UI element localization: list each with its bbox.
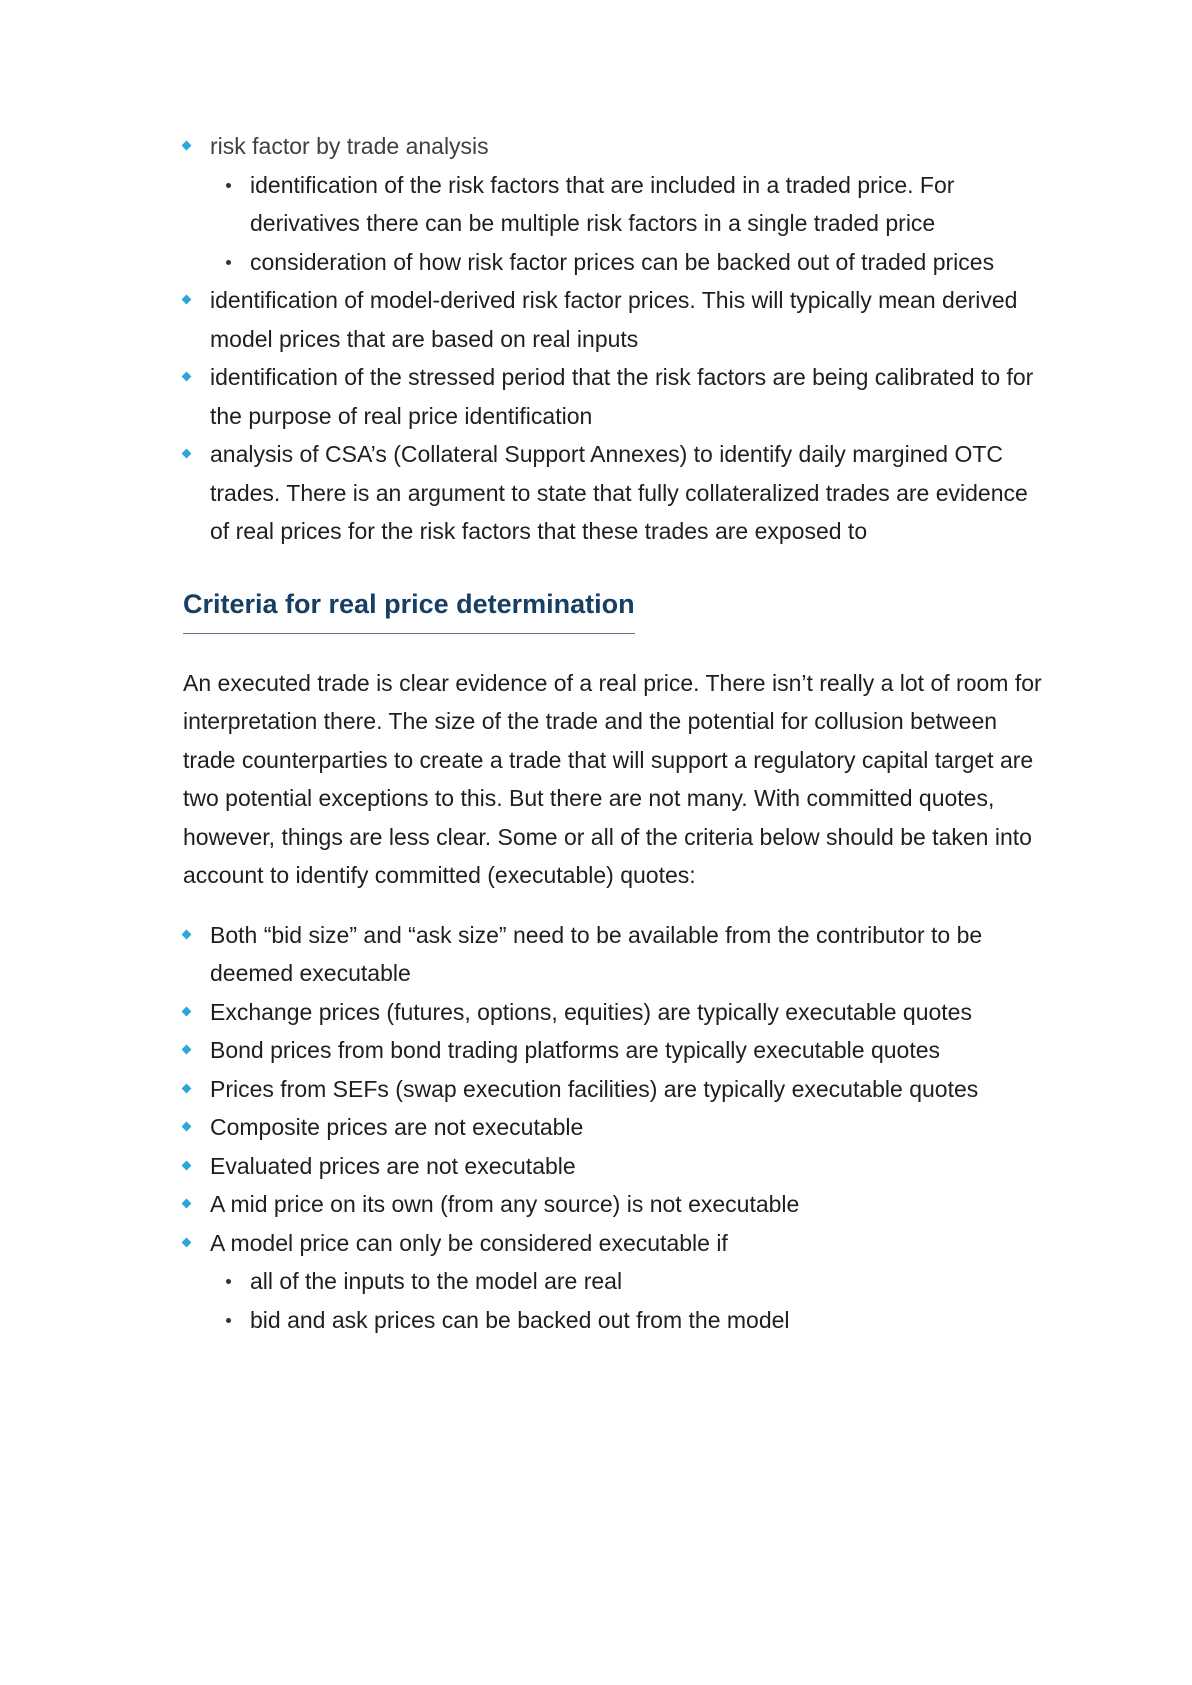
diamond-bullet-icon: [182, 295, 192, 305]
list-item: [183, 1108, 1043, 1147]
list-item: [183, 916, 1043, 993]
sub-list: [210, 166, 1043, 282]
dot-bullet-icon: [226, 1279, 231, 1284]
list-item: [183, 993, 1043, 1032]
sub-list-item-text: bid and ask prices can be backed out from the model: [250, 1306, 790, 1333]
list-item-text: Composite prices are not executable: [210, 1114, 584, 1140]
list-item-text: Evaluated prices are not executable: [210, 1152, 576, 1179]
list-item-text: Both “bid size” and “ask size” need to be available from the contributor to be deemed executable: [210, 921, 983, 986]
list-item-text: identification of model-derived risk factor prices. This will typically mean derived model prices that are based on real inputs: [210, 287, 1018, 352]
diamond-bullet-icon: [182, 372, 192, 382]
list-item: [183, 1185, 1043, 1224]
dot-bullet-icon: [226, 260, 231, 265]
diamond-bullet-icon: [182, 1083, 192, 1093]
list-item: [183, 281, 1043, 358]
list-item: [183, 435, 1043, 551]
page-content: [183, 127, 1043, 1339]
diamond-bullet-icon: [182, 1237, 192, 1247]
list-item: [183, 127, 1043, 281]
sub-list-item: [210, 1301, 1043, 1340]
section-heading-wrapper: [183, 586, 1043, 634]
list-item-text: identification of the stressed period that the risk factors are being calibrated to for the purpose of real price identification: [210, 364, 1034, 429]
diamond-bullet-icon: [182, 1122, 192, 1132]
risk-factor-analysis-list: [183, 127, 1043, 551]
list-item-text: analysis of CSA’s (Collateral Support Annexes) to identify daily margined OTC trades. There is an argument to state that fully collateralized trades are evidence of real prices for the risk factors that these trades are exposed to: [210, 441, 1028, 544]
diamond-bullet-icon: [182, 1160, 192, 1170]
sub-list-item: [210, 1262, 1043, 1301]
diamond-bullet-icon: [182, 1199, 192, 1209]
sub-list-item: [210, 166, 1043, 243]
body-paragraph: An executed trade is clear evidence of a real price. There isn’t really a lot of room for interpretation there. The size of the trade and the potential for collusion between trade counterparties to create a trade that will support a regulatory capital target are two potential exceptions to this. But there are not many. With committed quotes, however, things are less clear. Some or all of the criteria below should be taken into account to identify committed (executable) quotes:: [183, 669, 1042, 888]
section-heading: Criteria for real price determination: [183, 587, 635, 634]
dot-bullet-icon: [226, 1318, 231, 1323]
list-item-text: risk factor by trade analysis: [210, 133, 489, 159]
list-item: [183, 1031, 1043, 1070]
list-item: [183, 1224, 1043, 1340]
dot-bullet-icon: [226, 183, 231, 188]
list-item-text: Exchange prices (futures, options, equities) are typically executable quotes: [210, 998, 972, 1025]
list-item-text: Prices from SEFs (swap execution facilities) are typically executable quotes: [210, 1075, 979, 1102]
sub-list: [210, 1262, 1043, 1339]
list-item: [183, 1070, 1043, 1109]
diamond-bullet-icon: [182, 1006, 192, 1016]
list-item: [183, 358, 1043, 435]
list-item: [183, 1147, 1043, 1186]
diamond-bullet-icon: [182, 1045, 192, 1055]
diamond-bullet-icon: [182, 929, 192, 939]
sub-list-item-text: consideration of how risk factor prices can be backed out of traded prices: [250, 248, 995, 275]
list-item-text: Bond prices from bond trading platforms are typically executable quotes: [210, 1037, 941, 1063]
sub-list-item: [210, 243, 1043, 282]
list-item-text: A mid price on its own (from any source) is not executable: [210, 1191, 800, 1217]
executable-criteria-list: [183, 916, 1043, 1340]
list-item-text: A model price can only be considered executable if: [210, 1229, 728, 1256]
sub-list-item-text: all of the inputs to the model are real: [250, 1268, 623, 1294]
diamond-bullet-icon: [182, 449, 192, 459]
sub-list-item-text: identification of the risk factors that are included in a traded price. For derivatives there can be multiple risk factors in a single traded price: [250, 171, 955, 236]
diamond-bullet-icon: [182, 141, 192, 151]
